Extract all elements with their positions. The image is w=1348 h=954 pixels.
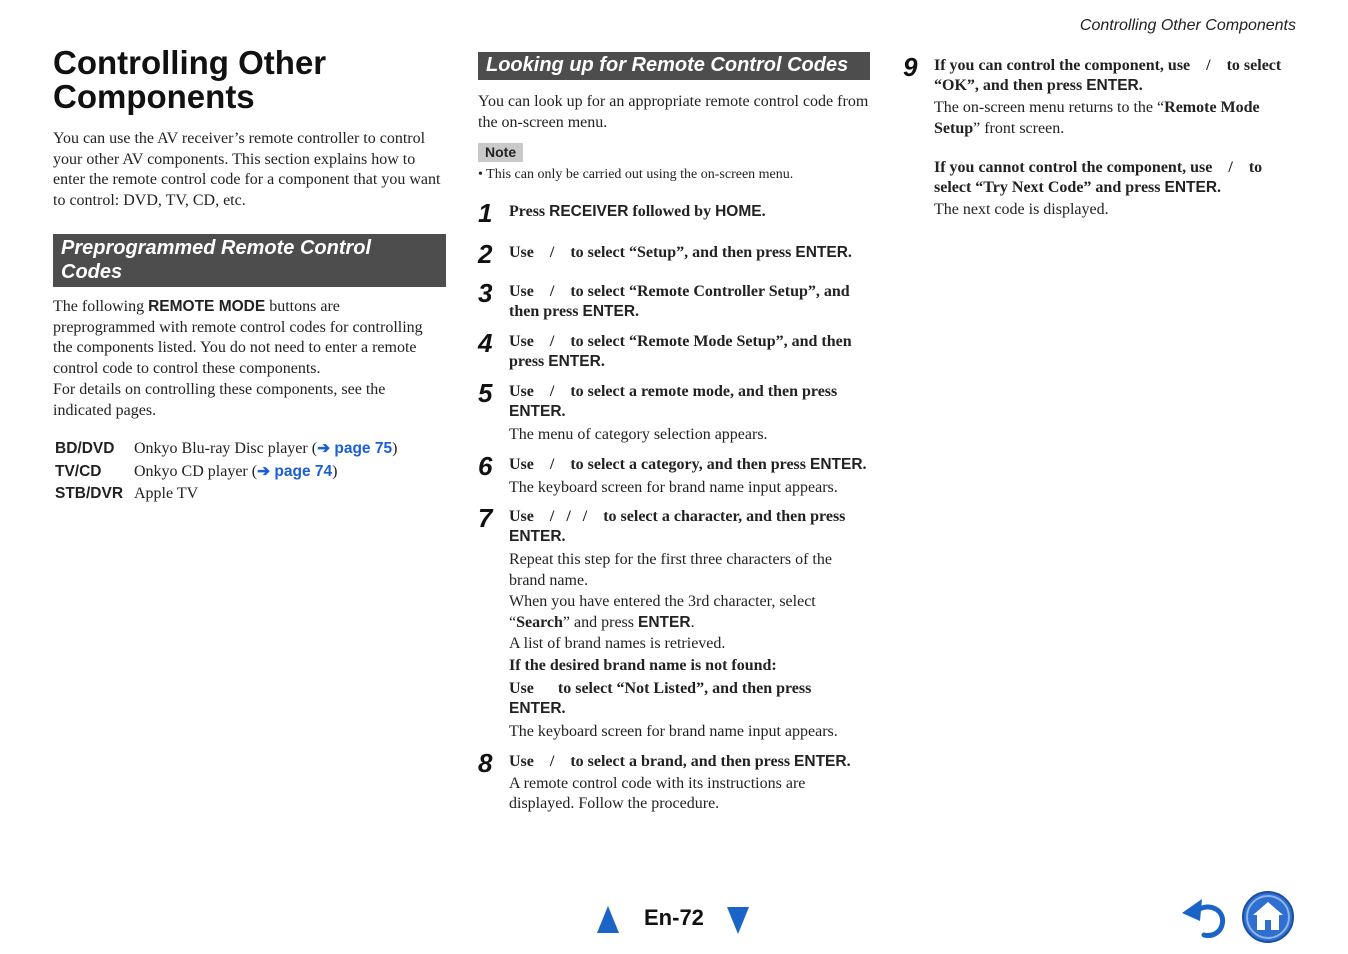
step-instruction — [509, 202, 870, 222]
key-enter: ENTER — [1086, 77, 1139, 94]
mode-desc: Apple TV — [134, 485, 199, 502]
step-text: . — [1138, 77, 1143, 94]
triangle-up-icon[interactable] — [597, 906, 619, 933]
step-instruction — [509, 507, 870, 547]
step-text: Use / / / to select a character, and then press — [509, 508, 850, 525]
key-enter: ENTER — [795, 244, 848, 261]
section-heading-line2: Codes — [61, 261, 123, 283]
step-description: The keyboard screen for brand name input appears. — [509, 723, 838, 740]
key-home: HOME — [715, 203, 762, 220]
key-enter: ENTER — [548, 353, 601, 370]
step-text: . — [690, 613, 695, 631]
step-instruction — [509, 455, 870, 475]
key-enter: ENTER — [1164, 179, 1218, 196]
step-instruction — [509, 332, 870, 372]
alt-instruction — [934, 158, 1298, 198]
step-text: followed by — [628, 203, 716, 220]
key-enter: ENTER — [509, 403, 562, 420]
step-instruction — [509, 382, 870, 422]
step-text: Use / to select “Remote Controller Setup”, and then press — [509, 283, 854, 320]
key-enter: ENTER — [509, 700, 562, 717]
step-text: Use to select “Not Listed”, and then press — [509, 680, 816, 697]
mode-desc-text: Onkyo Blu-ray Disc player ( — [134, 440, 318, 457]
table-row — [53, 439, 397, 462]
step-text: . — [561, 700, 566, 717]
step-6 — [478, 450, 870, 499]
note-label: Note — [478, 143, 523, 162]
page-link[interactable]: ➔ page 74 — [257, 462, 333, 480]
step-number: 5 — [478, 378, 493, 408]
column-middle — [478, 52, 870, 815]
search-label: Search — [516, 613, 563, 631]
step-instruction — [934, 56, 1298, 96]
intro-paragraph: You can use the AV receiver’s remote controller to control your other AV components. This section explains how to enter the remote control code for a component that you want to control: DVD, TV, CD, etc. — [53, 130, 441, 209]
remote-mode-keyword: REMOTE MODE — [148, 298, 266, 315]
note-text: • This can only be carried out using the on-screen menu. — [478, 167, 794, 182]
note-box — [478, 143, 870, 184]
step-text: ” front screen. — [973, 119, 1065, 137]
step-description: The next code is displayed. — [934, 201, 1109, 218]
step-number: 2 — [478, 239, 493, 269]
details-paragraph: For details on controlling these components, see the indicated pages. — [53, 381, 386, 419]
step-description — [509, 592, 870, 633]
page-title-line1: Controlling Other — [53, 44, 327, 81]
mode-desc-text: Onkyo CD player ( — [134, 462, 258, 480]
remote-mode-table — [53, 439, 397, 507]
step-text: . — [635, 303, 640, 320]
not-found-heading: If the desired brand name is not found: — [509, 656, 777, 674]
key-enter: ENTER — [810, 455, 863, 473]
mode-key: TV/CD — [55, 462, 102, 480]
table-row — [53, 484, 397, 507]
step-instruction — [509, 282, 870, 322]
step-7 — [478, 503, 870, 743]
section-heading-preprogrammed — [53, 234, 446, 287]
step-text: . — [561, 403, 566, 420]
para-text: The following — [53, 298, 149, 315]
section-heading-lookup: Looking up for Remote Control Codes — [478, 52, 870, 80]
step-number: 3 — [478, 278, 493, 308]
step-text: Use / to select “Remote Mode Setup”, and then press — [509, 333, 856, 370]
step-description: A remote control code with its instructions are displayed. Follow the procedure. — [509, 774, 806, 812]
key-enter: ENTER — [582, 303, 636, 320]
step-number: 4 — [478, 328, 493, 358]
page-title — [53, 46, 446, 114]
column-left — [53, 40, 446, 507]
mode-key: STB/DVR — [55, 485, 124, 502]
step-text: The on-screen menu returns to the “ — [934, 99, 1165, 116]
step-1 — [478, 198, 870, 228]
back-arrow-icon[interactable] — [1180, 895, 1230, 939]
step-number: 1 — [478, 198, 493, 228]
step-text: Use / to select a remote mode, and then press — [509, 383, 842, 400]
step-text: . — [600, 353, 605, 370]
para-text: buttons are preprogrammed with remote control codes for controlling the components listed. You do not need to enter a remote control code to control these components. — [53, 298, 423, 377]
not-found-instruction — [509, 679, 870, 719]
step-instruction — [509, 243, 870, 263]
step-9 — [903, 52, 1298, 221]
step-text: Press — [509, 203, 550, 220]
step-text: Use / to select “Setup”, and then press — [509, 244, 796, 261]
page-number: En-72 — [644, 905, 704, 930]
mode-desc-close: ) — [392, 440, 398, 457]
mode-desc-close: ) — [332, 462, 338, 480]
key-enter: ENTER — [638, 613, 691, 631]
remote-mode-setup-label: Remote Mode Setup — [934, 99, 1260, 137]
step-text: . — [862, 455, 867, 473]
step-text: If you can control the component, use / to select “OK”, and then press — [934, 57, 1286, 94]
step-number: 9 — [903, 52, 918, 82]
step-number: 7 — [478, 503, 493, 533]
step-4 — [478, 328, 870, 372]
preprogrammed-paragraph — [53, 297, 446, 379]
step-text: ” and press — [562, 613, 639, 631]
step-description: The keyboard screen for brand name input appears. — [509, 478, 838, 496]
page-link[interactable]: ➔ page 75 — [317, 440, 393, 457]
lookup-intro: You can look up for an appropriate remote control code from the on-screen menu. — [478, 93, 869, 131]
step-8 — [478, 747, 870, 815]
running-header: Controlling Other Components — [1079, 17, 1296, 34]
step-text: . — [561, 528, 566, 545]
step-text: When you have entered the 3rd character, select “ — [509, 593, 816, 631]
step-text: . — [1217, 179, 1222, 196]
key-enter: ENTER — [794, 752, 847, 770]
step-2 — [478, 239, 870, 269]
step-number: 6 — [478, 450, 493, 481]
table-row — [53, 462, 397, 485]
step-instruction — [509, 752, 870, 772]
mode-key: BD/DVD — [55, 440, 115, 457]
triangle-down-icon[interactable] — [727, 907, 749, 934]
step-description: The menu of category selection appears. — [509, 426, 768, 443]
step-3 — [478, 278, 870, 322]
step-text: If you cannot control the component, use / to select “Try Next Code” and press — [934, 159, 1267, 196]
step-text: Use / to select a category, and then press — [509, 455, 810, 473]
mode-desc — [134, 462, 397, 485]
step-description — [934, 98, 1298, 139]
section-heading-line1: Preprogrammed Remote Control — [61, 237, 372, 259]
page-title-line2: Components — [53, 78, 255, 115]
step-text: . — [847, 244, 852, 261]
step-description: A list of brand names is retrieved. — [509, 635, 726, 652]
mode-desc — [134, 439, 397, 462]
step-description: Repeat this step for the first three characters of the brand name. — [509, 551, 832, 589]
step-5 — [478, 378, 870, 446]
home-icon[interactable] — [1241, 890, 1295, 944]
key-receiver: RECEIVER — [549, 203, 629, 220]
column-right — [903, 52, 1298, 221]
step-text: . — [846, 752, 851, 770]
step-text: Use / to select a brand, and then press — [509, 752, 795, 770]
key-enter: ENTER — [509, 528, 562, 545]
step-text: . — [761, 203, 766, 220]
step-number: 8 — [478, 747, 493, 778]
